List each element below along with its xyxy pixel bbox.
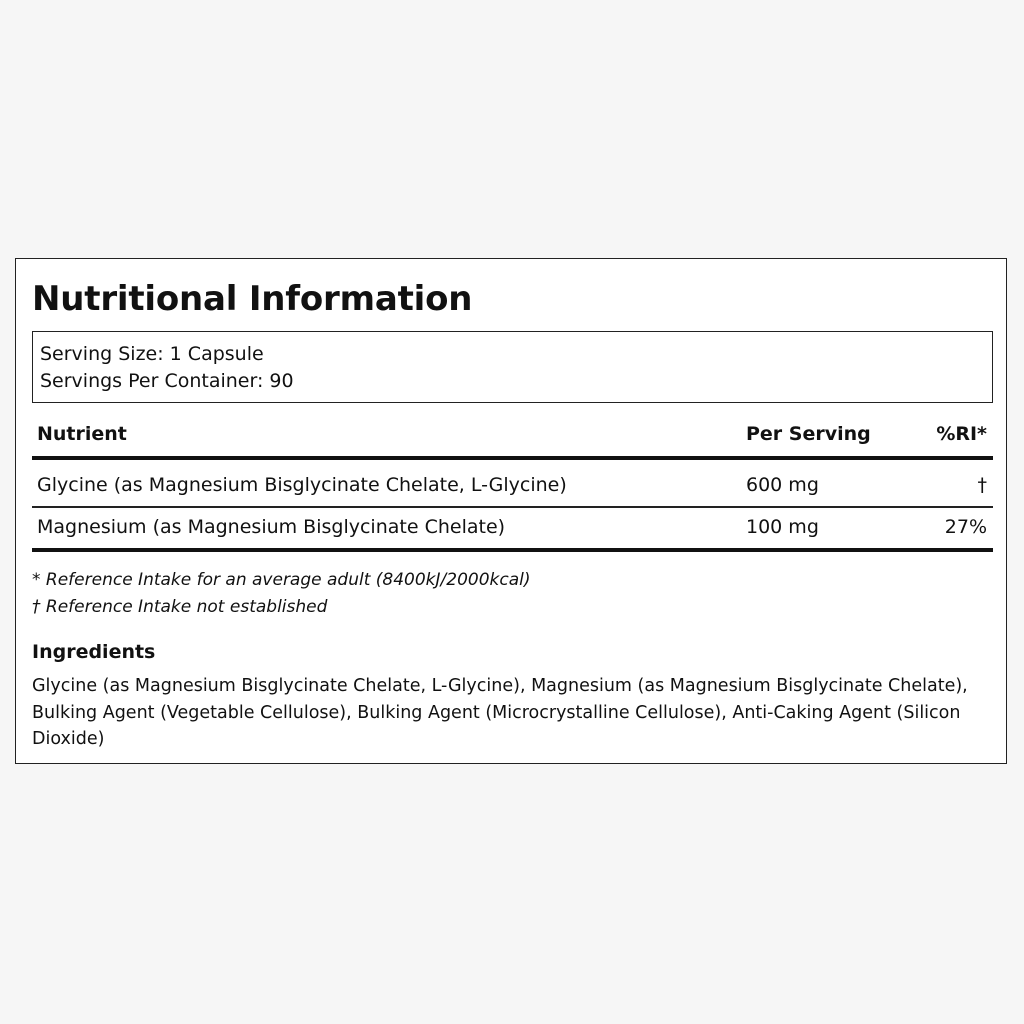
nutrient-name: Glycine (as Magnesium Bisglycinate Chelate, L-Glycine) xyxy=(37,474,567,496)
footnotes xyxy=(32,567,531,621)
table-header-row xyxy=(32,419,993,456)
nutrient-amount: 100 mg xyxy=(746,515,819,538)
nutrient-ri: 27% xyxy=(944,515,987,538)
servings-per-container: Servings Per Container: 90 xyxy=(40,370,294,392)
header-nutrient: Nutrient xyxy=(37,423,127,445)
serving-info-box xyxy=(32,331,993,403)
nutrient-name: Magnesium (as Magnesium Bisglycinate Chelate) xyxy=(37,515,506,538)
table-row xyxy=(32,460,993,506)
header-ri: %RI* xyxy=(936,423,987,445)
nutrition-panel xyxy=(15,258,1007,764)
nutrient-table xyxy=(32,419,993,552)
page-title: Nutritional Information xyxy=(32,279,473,319)
table-row xyxy=(32,508,993,548)
table-bottom-divider xyxy=(32,548,993,552)
nutrient-amount: 600 mg xyxy=(746,474,819,496)
header-per-serving: Per Serving xyxy=(746,423,871,445)
ingredients-text: Glycine (as Magnesium Bisglycinate Chelate, L-Glycine), Magnesium (as Magnesium Bisglycinate Chelate), Bulking Agent (Vegetable Cellulose), Bulking Agent (Microcrystalline Cellulose), Anti-Caking Agent (Silicon Dioxide) xyxy=(32,676,968,749)
serving-size: Serving Size: 1 Capsule xyxy=(40,343,264,365)
nutrient-ri: † xyxy=(977,474,987,496)
ingredients-heading: Ingredients xyxy=(32,641,156,663)
footnote-ri: * Reference Intake for an average adult (8400kJ/2000kcal) xyxy=(32,570,531,590)
footnote-not-established: † Reference Intake not established xyxy=(32,597,328,617)
